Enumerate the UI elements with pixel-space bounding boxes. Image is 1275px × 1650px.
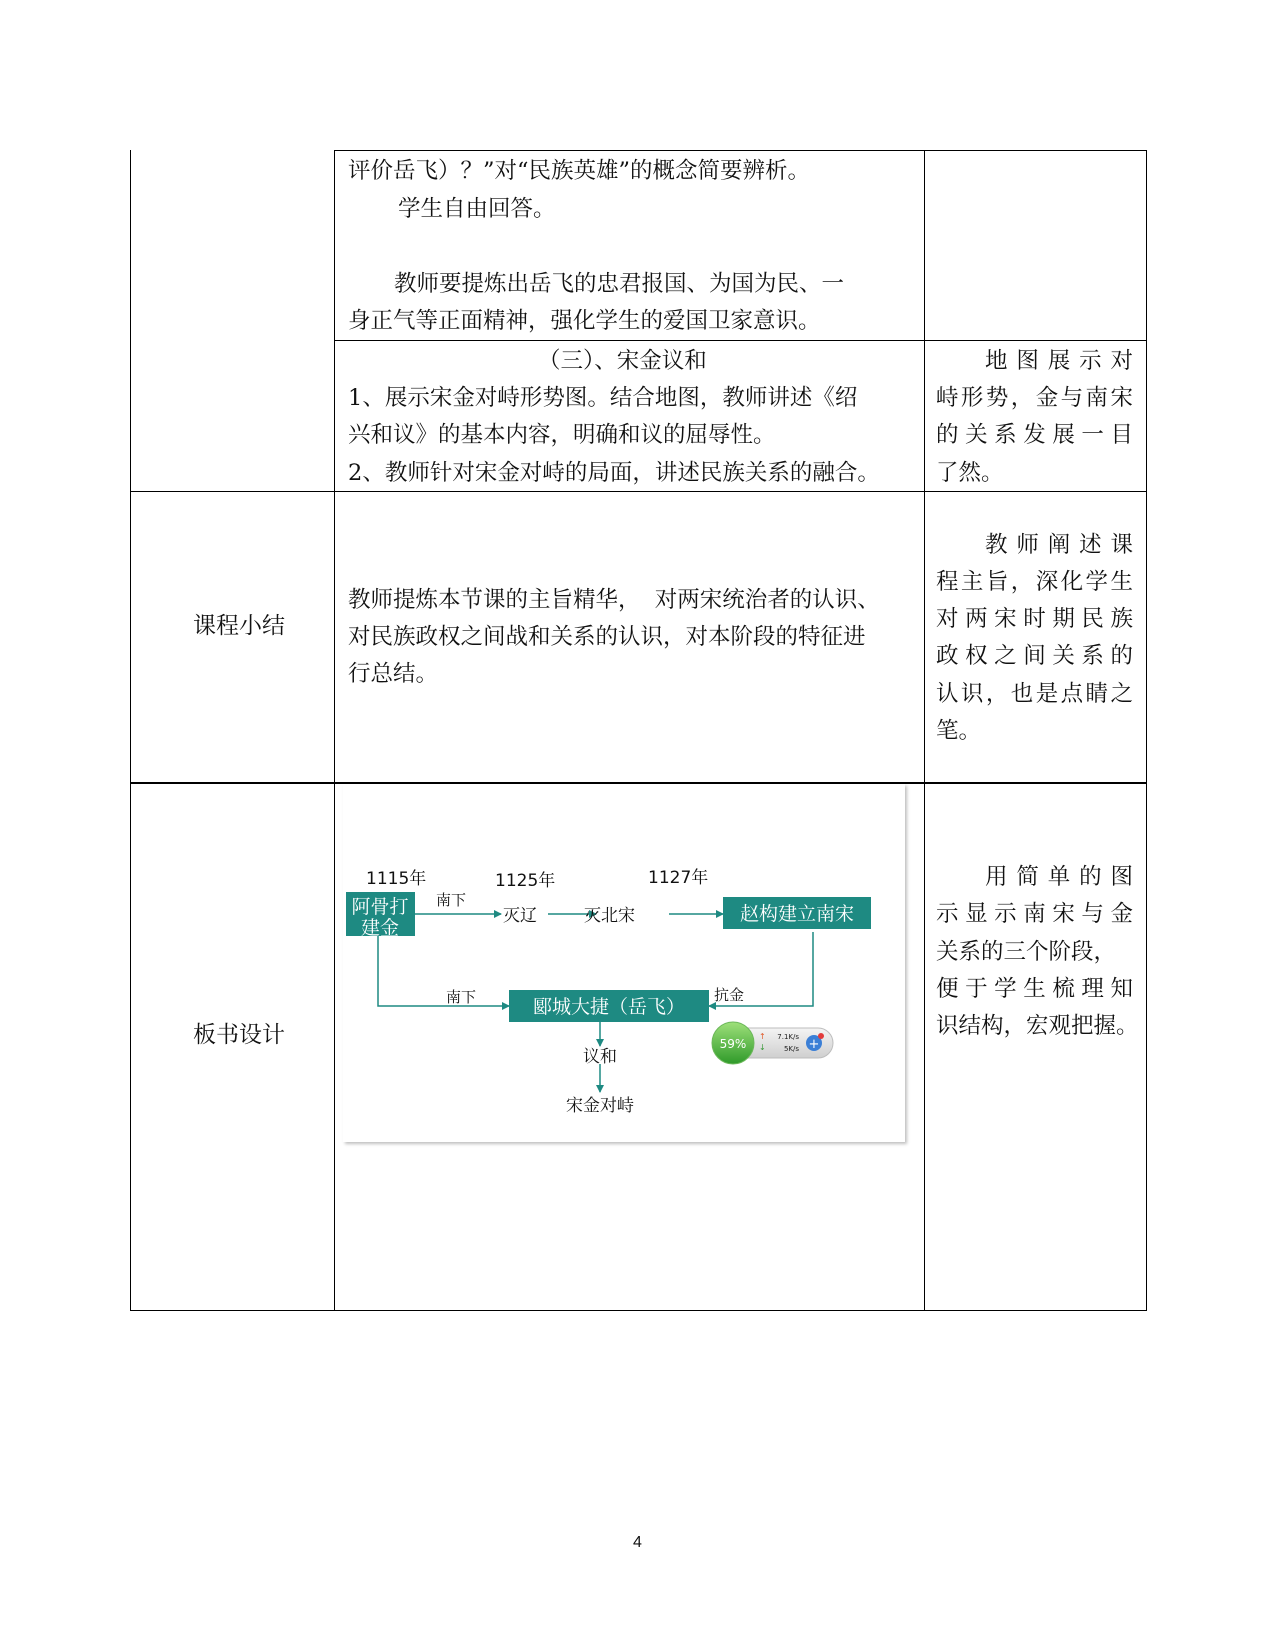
year-1125: 1125年 <box>495 871 556 891</box>
box-yancheng-text: 郾城大捷（岳飞） <box>532 996 686 1018</box>
arrow-south-to-yancheng <box>378 936 509 1006</box>
board-diagram-svg <box>343 784 905 1142</box>
row4-note-3: 关系的三个阶段， <box>936 939 1117 965</box>
row4-note-2: 示显示南宋与金 <box>936 901 1133 927</box>
table-border-bottom <box>130 1310 1147 1311</box>
row4-label: 板书设计 <box>193 1022 285 1048</box>
label-south-2: 南下 <box>446 988 477 1006</box>
row2-line-3: 2、教师针对宋金对峙的局面，讲述民族关系的融合。 <box>348 460 880 486</box>
row1-line-4: 身正气等正面精神，强化学生的爱国卫家意识。 <box>348 308 821 334</box>
table-border-top <box>334 150 1147 151</box>
row2-note-1: 地图展示对 <box>985 348 1133 374</box>
row2-note-2: 峙形势，金与南宋 <box>936 385 1133 411</box>
label-resist: 抗金 <box>714 986 745 1004</box>
row3-note-4: 政权之间关系的 <box>936 643 1133 669</box>
row3-line-3: 行总结。 <box>348 661 439 687</box>
table-col-divider-2 <box>924 150 925 1311</box>
page-number: 4 <box>633 1534 642 1551</box>
row3-note-5: 认识，也是点睛之 <box>936 681 1133 707</box>
row4-note-1: 用简单的图 <box>985 864 1133 890</box>
row2-note-3: 的关系发展一目 <box>936 422 1133 448</box>
widget-down-speed: 5K/s <box>783 1045 799 1053</box>
row1-line-3: 教师要提炼出岳飞的忠君报国、为国为民、一 <box>394 271 845 297</box>
row3-line-2: 对民族政权之间战和关系的认识，对本阶段的特征进 <box>348 624 866 650</box>
node-standoff: 宋金对峙 <box>566 1096 634 1116</box>
row2-line-2: 兴和议》的基本内容，明确和议的屈辱性。 <box>348 422 776 448</box>
row3-note-2: 程主旨，深化学生 <box>936 569 1133 595</box>
year-1115: 1115年 <box>366 869 427 889</box>
row4-note-5: 识结构，宏观把握。 <box>936 1013 1139 1039</box>
label-south-1: 南下 <box>436 891 467 909</box>
table-col-divider-1 <box>334 150 335 1311</box>
table-border-right <box>1146 150 1147 1311</box>
board-diagram <box>343 784 905 1142</box>
row3-note-3: 对两宋时期民族 <box>936 606 1133 632</box>
node-liao: 灭辽 <box>503 906 537 926</box>
row2-line-1: 1、展示宋金对峙形势图。结合地图，教师讲述《绍 <box>348 385 858 411</box>
row2-heading: （三）、宋金议和 <box>538 348 707 374</box>
widget-down-arrow: ↓ <box>759 1043 766 1052</box>
widget-percent: 59% <box>719 1037 747 1051</box>
widget-up-arrow: ↑ <box>759 1032 766 1041</box>
year-1127: 1127年 <box>648 868 709 888</box>
row3-label: 课程小结 <box>193 613 285 639</box>
node-peace: 议和 <box>583 1047 617 1067</box>
row-divider-1 <box>334 340 1147 341</box>
row1-line-2: 学生自由回答。 <box>398 196 556 222</box>
node-beisong: 灭北宋 <box>584 906 635 926</box>
row4-note-4: 便于学生梳理知 <box>936 976 1133 1002</box>
network-speed-widget[interactable] <box>712 1022 833 1064</box>
table-border-left <box>130 150 131 1311</box>
row3-note-1: 教师阐述课 <box>985 532 1133 558</box>
row1-line-1: 评价岳飞）？”对“民族英雄”的概念简要辨析。 <box>348 158 811 184</box>
widget-badge <box>818 1033 824 1039</box>
widget-up-speed: 7.1K/s <box>777 1033 799 1041</box>
box-aguda-line-1: 阿骨打 <box>351 896 409 918</box>
plus-icon: + <box>808 1037 820 1052</box>
box-aguda-line-2: 建金 <box>360 917 400 939</box>
box-nansong-text: 赵构建立南宋 <box>739 903 855 925</box>
row3-line-1: 教师提炼本节课的主旨精华， 对两宋统治者的认识、 <box>348 587 880 613</box>
row3-note-6: 笔。 <box>936 718 982 744</box>
row2-note-4: 了然。 <box>936 460 1004 486</box>
